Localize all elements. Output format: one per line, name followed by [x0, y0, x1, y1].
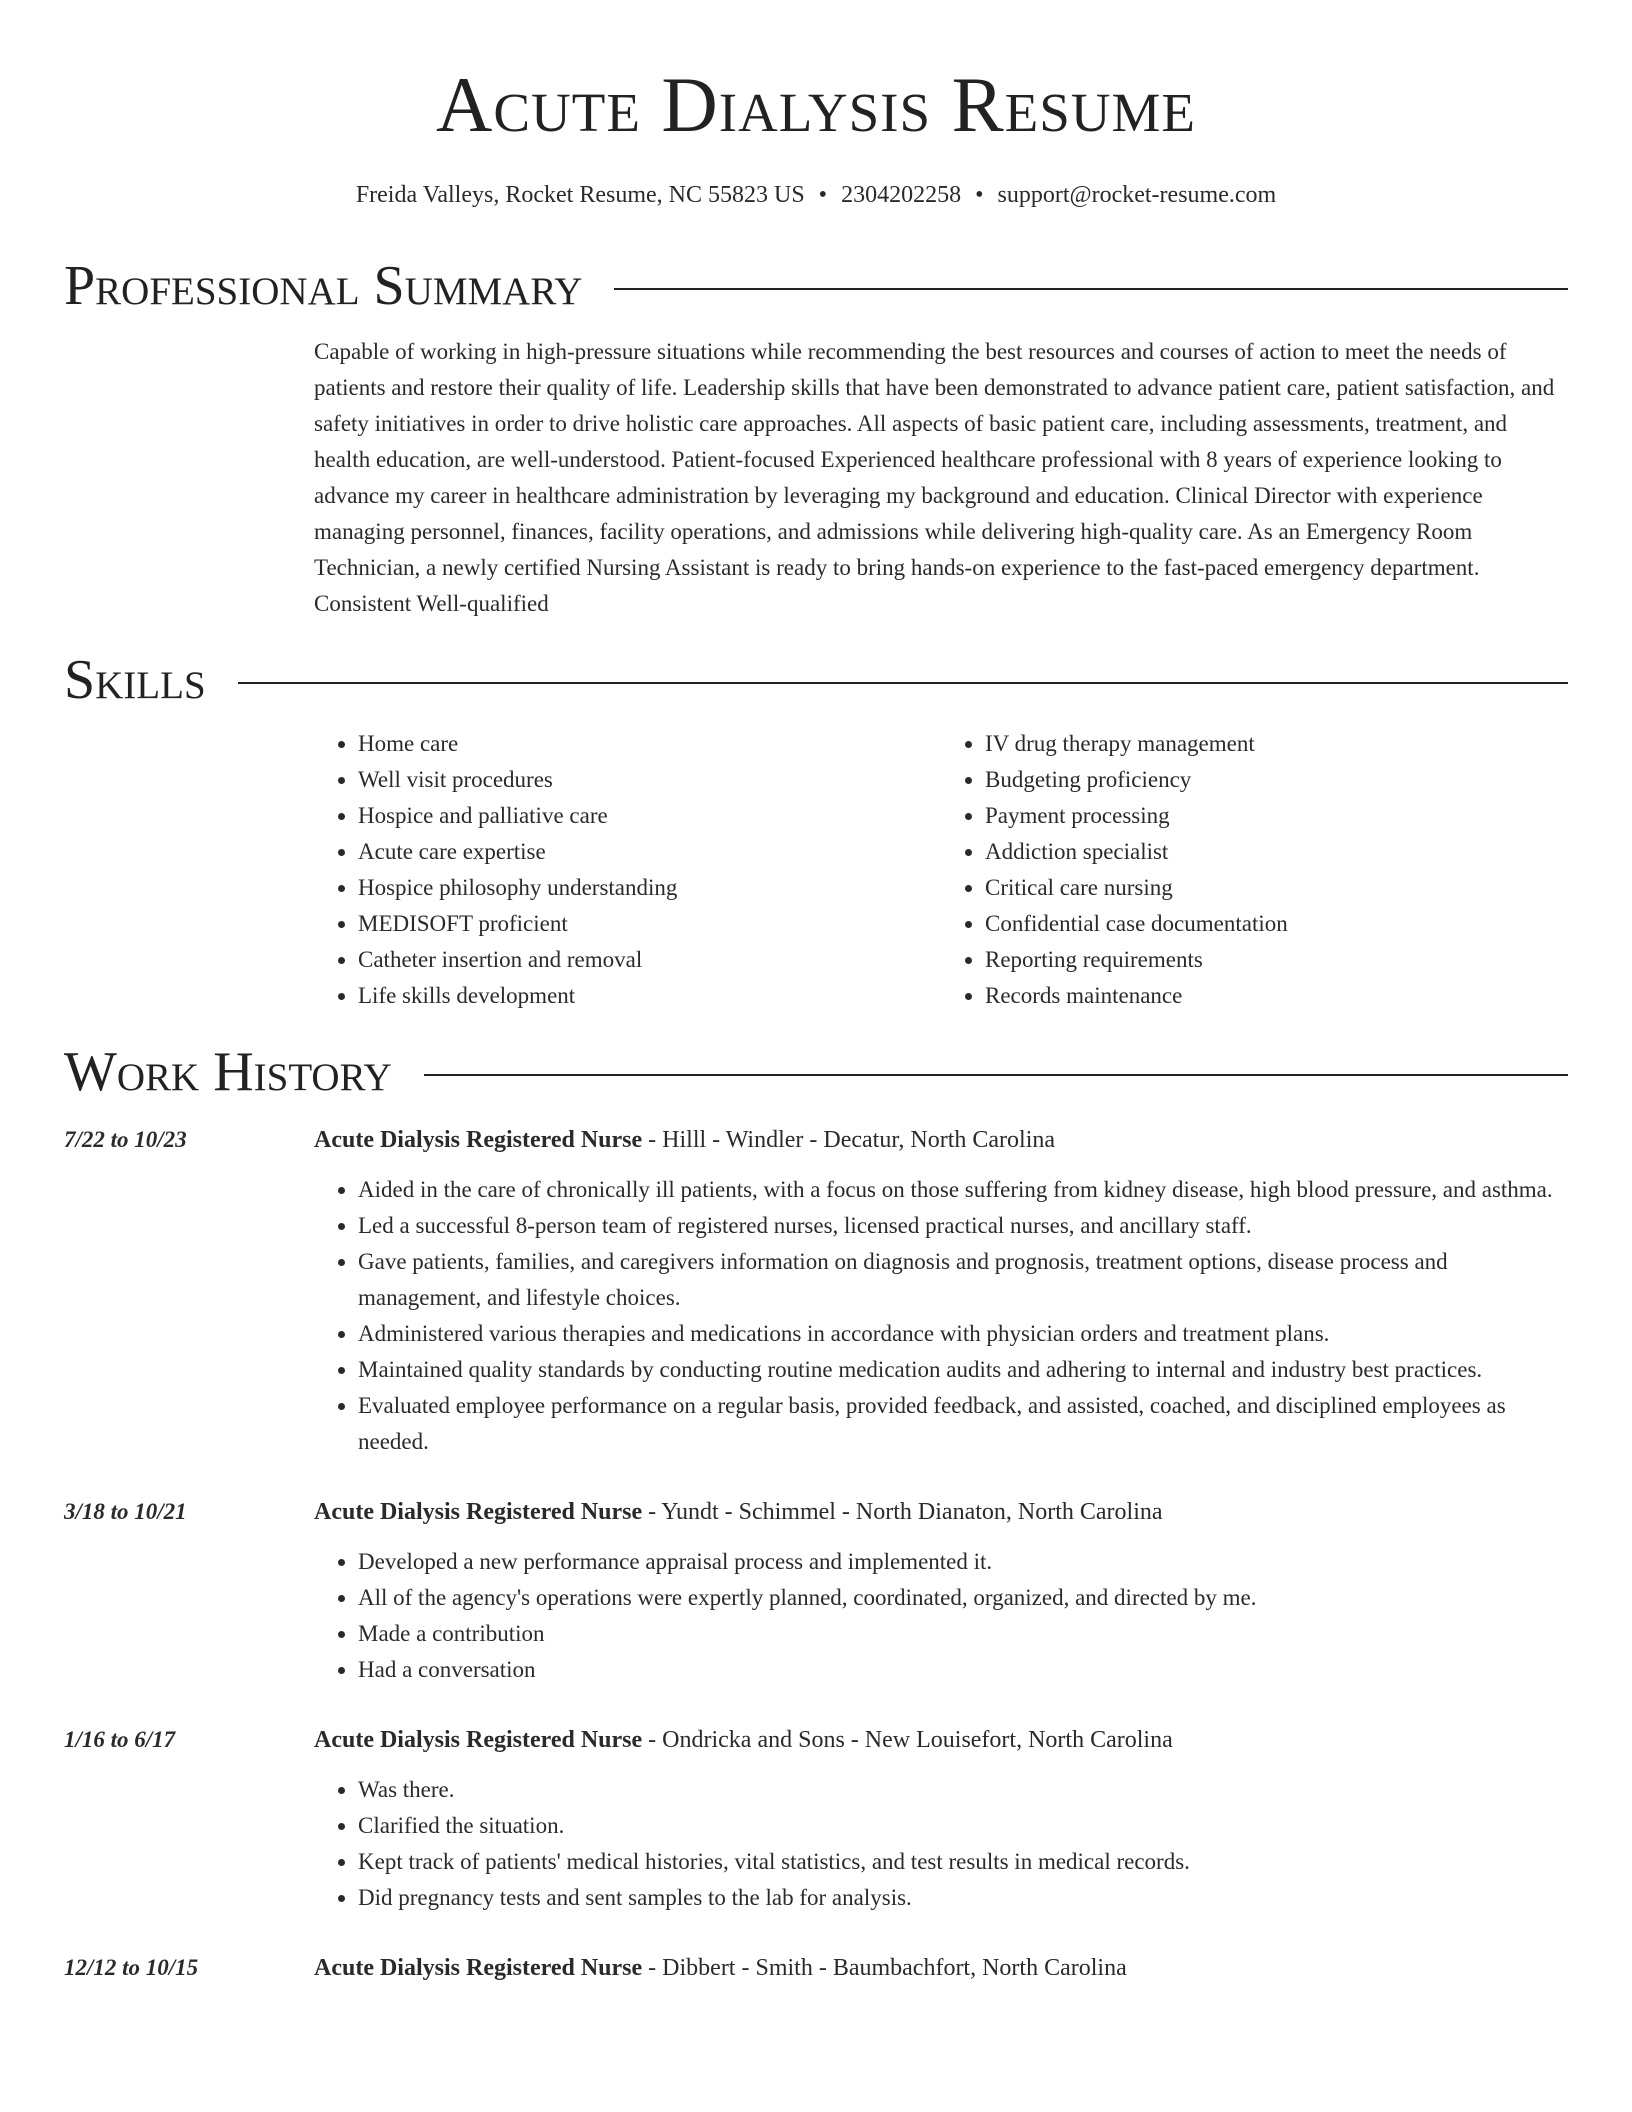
job-employer: - Ondricka and Sons - New Louisefort, North Carolina: [642, 1727, 1173, 1753]
job-title-line: [314, 1122, 1568, 1158]
contact-separator: •: [975, 182, 984, 208]
job-duty-item: • Gave patients, families, and caregivers information on diagnosis and prognosis, treatment options, disease process and management, and lifestyle choices.: [358, 1244, 1568, 1316]
skills-header: [64, 650, 1568, 710]
skill-item: • Critical care nursing: [985, 870, 1568, 906]
job-duty-item: • Led a successful 8-person team of registered nurses, licensed practical nurses, and ancillary staff.: [358, 1208, 1568, 1244]
job-details: [314, 1494, 1568, 1688]
contact-phone: 2304202258: [841, 182, 962, 208]
skill-item: • Records maintenance: [985, 978, 1568, 1014]
job-employer: - Yundt - Schimmel - North Dianaton, North Carolina: [642, 1499, 1163, 1525]
job-duty-item: • Evaluated employee performance on a regular basis, provided feedback, and assisted, coached, and disciplined employees as needed.: [358, 1388, 1568, 1460]
contact-email: support@rocket-resume.com: [997, 182, 1277, 208]
skill-item: • Home care: [358, 726, 941, 762]
skill-item: • Hospice philosophy understanding: [358, 870, 941, 906]
skills-list: [314, 726, 1568, 1014]
job-role: Acute Dialysis Registered Nurse: [314, 1955, 643, 1981]
job-duty-item: • Had a conversation: [358, 1652, 1568, 1688]
skill-item: • Hospice and palliative care: [358, 798, 941, 834]
job-role: Acute Dialysis Registered Nurse: [314, 1127, 643, 1153]
document-title: Acute Dialysis Resume: [435, 61, 1197, 148]
job-duty-item: • Did pregnancy tests and sent samples to the lab for analysis.: [358, 1880, 1568, 1916]
job-employer: - Hilll - Windler - Decatur, North Carolina: [642, 1127, 1056, 1153]
skill-item: • Well visit procedures: [358, 762, 941, 798]
job-duty-item: • Was there.: [358, 1772, 1568, 1808]
job-duties: [314, 1772, 1568, 1916]
job-dates: 3/18 to 10/21: [64, 1499, 187, 1524]
professional-summary-header: [64, 256, 1568, 316]
job-details: [314, 1950, 1568, 1986]
section-divider: [614, 288, 1568, 290]
job-duty-item: • Kept track of patients' medical histories, vital statistics, and test results in medical records.: [358, 1844, 1568, 1880]
job-title-line: [314, 1494, 1568, 1530]
professional-summary-text: Capable of working in high-pressure situations while recommending the best resources and courses of action to meet the needs of patients and restore their quality of life. Leadership skills that have been demonstrated to advance patient care, patient satisfaction, and safety initiatives in order to drive holistic care approaches. All aspects of basic patient care, including assessments, treatment, and health education, are well-understood. Patient-focused Experienced healthcare professional with 8 years of experience looking to advance my career in healthcare administration by leveraging my background and education. Clinical Director with experience managing personnel, finances, facility operations, and admissions while delivering high-quality care. As an Emergency Room Technician, a newly certified Nursing Assistant is ready to bring hands-on experience to the fast-paced emergency department. Consistent Well-qualified: [314, 339, 1555, 616]
work-history-heading: Work History: [64, 1041, 392, 1103]
contact-address: Freida Valleys, Rocket Resume, NC 55823 US: [355, 182, 805, 208]
job-details: [314, 1122, 1568, 1460]
skill-item: • IV drug therapy management: [985, 726, 1568, 762]
skill-item: • Reporting requirements: [985, 942, 1568, 978]
job-role: Acute Dialysis Registered Nurse: [314, 1499, 643, 1525]
section-divider: [424, 1074, 1568, 1076]
job-duty-item: • Aided in the care of chronically ill patients, with a focus on those suffering from kidney disease, high blood pressure, and asthma.: [358, 1172, 1568, 1208]
skills-column-left: [314, 726, 941, 1014]
job-role: Acute Dialysis Registered Nurse: [314, 1727, 643, 1753]
job-employer: - Dibbert - Smith - Baumbachfort, North Carolina: [642, 1955, 1127, 1981]
job-duty-item: • Made a contribution: [358, 1616, 1568, 1652]
job-entry: [64, 1494, 1568, 1688]
job-duty-item: • Administered various therapies and medications in accordance with physician orders and treatment plans.: [358, 1316, 1568, 1352]
contact-line: [64, 180, 1568, 210]
skill-item: • Life skills development: [358, 978, 941, 1014]
skill-item: • Payment processing: [985, 798, 1568, 834]
job-duties: [314, 1172, 1568, 1460]
job-duty-item: • Clarified the situation.: [358, 1808, 1568, 1844]
job-duty-item: • Developed a new performance appraisal process and implemented it.: [358, 1544, 1568, 1580]
skill-item: • Acute care expertise: [358, 834, 941, 870]
skill-item: • Addiction specialist: [985, 834, 1568, 870]
job-dates: 7/22 to 10/23: [64, 1127, 187, 1152]
job-title-line: [314, 1722, 1568, 1758]
section-divider: [238, 682, 1568, 684]
job-entry: [64, 1122, 1568, 1460]
skill-item: • Catheter insertion and removal: [358, 942, 941, 978]
skills-heading: Skills: [64, 649, 206, 711]
work-history-header: [64, 1042, 1568, 1102]
contact-separator: •: [818, 182, 828, 208]
job-duty-item: • Maintained quality standards by conducting routine medication audits and adhering to internal and industry best practices.: [358, 1352, 1568, 1388]
job-entry: [64, 1722, 1568, 1916]
skill-item: • MEDISOFT proficient: [358, 906, 941, 942]
job-dates: 12/12 to 10/15: [64, 1955, 199, 1980]
skill-item: • Confidential case documentation: [985, 906, 1568, 942]
job-duty-item: • All of the agency's operations were expertly planned, coordinated, organized, and directed by me.: [358, 1580, 1568, 1616]
job-title-line: [314, 1950, 1568, 1986]
professional-summary-heading: Professional Summary: [64, 255, 583, 317]
job-dates: 1/16 to 6/17: [64, 1727, 176, 1752]
job-entry: [64, 1950, 1568, 1986]
job-duties: [314, 1544, 1568, 1688]
resume-page: [64, 0, 1568, 1986]
skill-item: • Budgeting proficiency: [985, 762, 1568, 798]
job-details: [314, 1722, 1568, 1916]
skills-column-right: [941, 726, 1568, 1014]
